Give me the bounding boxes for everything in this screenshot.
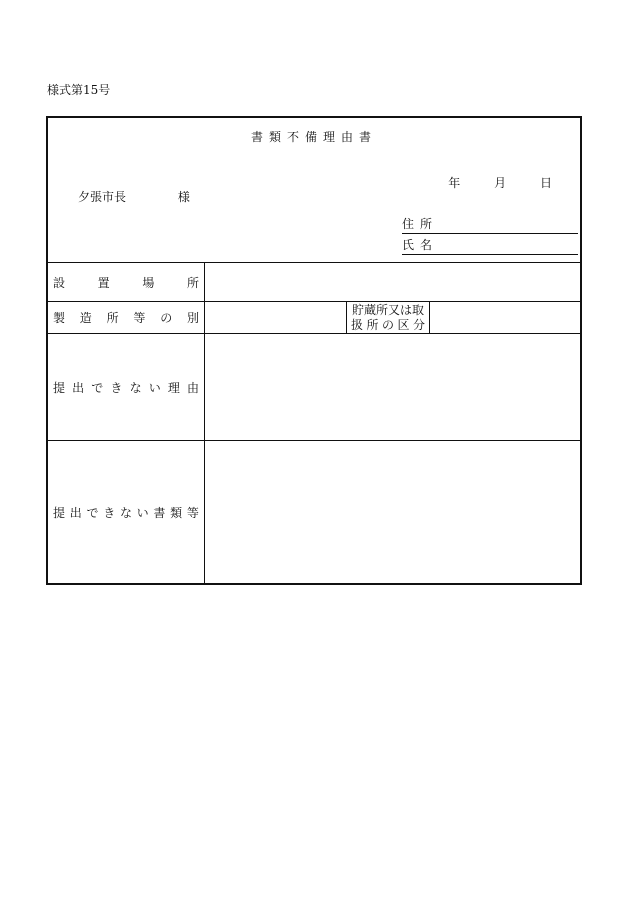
storage-classification-value[interactable] <box>430 302 580 333</box>
row-label <box>48 441 205 583</box>
row-installation-location <box>48 262 580 301</box>
storage-classification-label-line1: 貯蔵所又は取 <box>351 303 424 317</box>
applicant-address-field[interactable] <box>402 217 578 234</box>
date-month-label: 月 <box>494 176 507 190</box>
form-title: 書類不備理由書 <box>250 130 377 144</box>
applicant-name-label: 氏名 <box>402 238 439 252</box>
reason-value[interactable] <box>205 334 580 440</box>
recipient-name: 夕張市長 <box>78 190 127 204</box>
row-reason <box>48 333 580 440</box>
date-day-label: 日 <box>539 176 552 190</box>
reason-label: 提 出 で き な い 理 由 <box>53 380 199 395</box>
facility-type-value[interactable] <box>205 302 346 333</box>
row-missing-documents <box>48 440 580 583</box>
row-label <box>48 302 205 333</box>
applicant-address-label: 住所 <box>402 217 439 231</box>
facility-type-label: 製 造 所 等 の 別 <box>53 311 199 325</box>
form-number: 様式第15号 <box>47 83 111 97</box>
missing-documents-label: 提 出 で き な い 書 類 等 <box>53 505 199 520</box>
row-facility-type <box>48 301 580 333</box>
installation-location-value[interactable] <box>205 263 580 301</box>
installation-location-label: 設 置 場 所 <box>53 275 199 290</box>
recipient-honorific: 様 <box>177 190 190 204</box>
storage-classification-label <box>346 302 430 333</box>
missing-documents-value[interactable] <box>205 441 580 583</box>
recipient <box>78 188 190 205</box>
form-frame <box>46 116 582 585</box>
applicant-name-field[interactable] <box>402 238 578 255</box>
date-year-label: 年 <box>448 176 461 190</box>
row-label <box>48 334 205 440</box>
storage-classification-label-line2: 扱 所 の 区 分 <box>351 318 425 332</box>
date-line <box>418 174 552 191</box>
form-fields <box>48 262 580 583</box>
row-label <box>48 263 205 301</box>
